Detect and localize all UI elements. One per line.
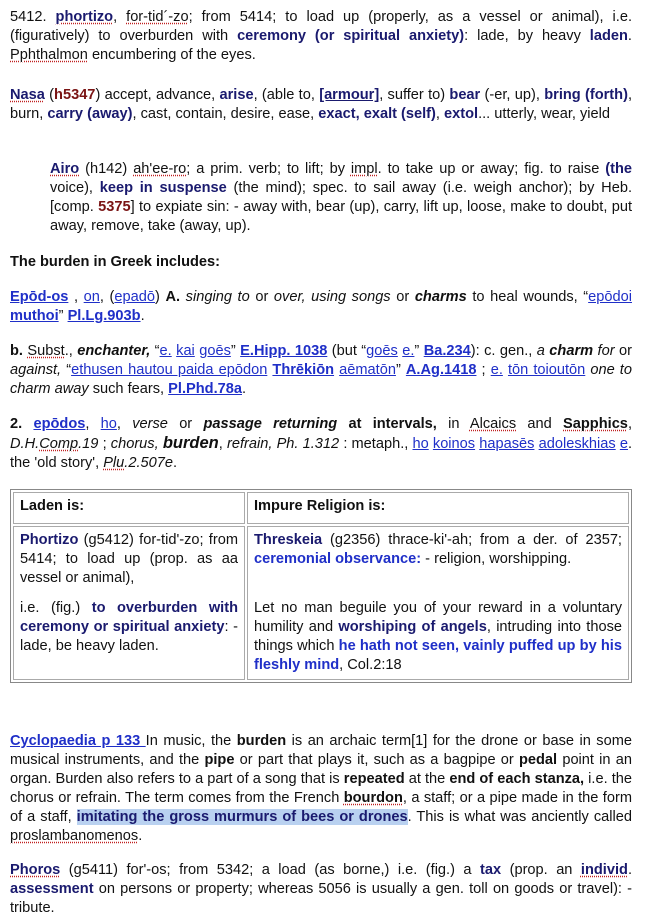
link-epodoi[interactable]: epōdoi — [588, 289, 632, 305]
comparison-table — [10, 489, 632, 683]
pronunciation: for-tid´-zo — [126, 9, 189, 25]
link-on[interactable]: on — [83, 289, 100, 305]
table-cell-laden: Phortizo (g5412) for-tid'-zo; from 5414; to load up (prop. as aa vessel or animal), i.e. (fig.) to overburden with ceremony or spiritual anxiety: - lade, be heavy laden. — [13, 526, 245, 680]
link-e[interactable]: e — [619, 436, 628, 452]
word-airo: Airo — [50, 161, 80, 177]
word-nasa: Nasa — [10, 87, 45, 103]
link-threkion[interactable]: Thrēkiōn — [272, 362, 335, 378]
strongs-number: h5347 — [54, 87, 96, 103]
armour-word: [armour] — [319, 87, 380, 103]
section-heading: The burden in Greek includes: — [10, 254, 221, 270]
link-cyclopaedia[interactable]: Cyclopaedia p 133 — [10, 733, 146, 749]
table-header-impure-religion: Impure Religion is: — [247, 492, 629, 524]
link-hapases[interactable]: hapasēs — [479, 436, 535, 452]
link-muthoi[interactable]: muthoi — [10, 308, 59, 324]
table-header-laden: Laden is: — [13, 492, 245, 524]
link-e[interactable]: e. — [159, 343, 172, 359]
link-ref-pl-phd[interactable]: Pl.Phd.78a — [168, 381, 242, 397]
link-aematon[interactable]: aēmatōn — [339, 362, 396, 378]
ceremony-phrase: ceremony (or spiritual anxiety) — [237, 28, 465, 44]
link-koinos[interactable]: koinos — [432, 436, 476, 452]
link-goes[interactable]: goēs — [199, 343, 231, 359]
link-ref-e-hipp[interactable]: E.Hipp. 1038 — [240, 343, 328, 359]
entry-nasa: Nasa (h5347) accept, advance, arise, (able to, [armour], suffer to) bear (-er, up), bring (forth), burn, carry (away), cast, contain, desire, ease, exact, exalt (self), extol... utterly, wear, yield — [10, 87, 632, 122]
link-epodos[interactable]: epōdos — [33, 416, 86, 432]
entry-airo: Airo (h142) ah'ee-ro; a prim. verb; to lift; by impl. to take up or away; fig. to raise (the voice), keep in suspense (the mind); spec. to sail away (i.e. weigh anchor); by Heb. [comp. 5375] to expiate sin: - away with, bear (up), carry, lift up, loose, make to doubt, put away, remove, take (away, up). — [50, 161, 632, 234]
link-ho[interactable]: ho — [100, 416, 117, 432]
link-ref-a-ag[interactable]: A.Ag.1418 — [405, 362, 477, 378]
word-phortizo: phortizo — [55, 9, 114, 25]
link-epodos[interactable]: Epōd-os — [10, 289, 69, 305]
strongs-number: 5375 — [98, 199, 131, 215]
link-kai[interactable]: kai — [176, 343, 195, 359]
link-adoleskhias[interactable]: adoleskhias — [538, 436, 616, 452]
entry-phoros: Phoros (g5411) for'-os; from 5342; a load (as borne,) i.e. (fig.) a tax (prop. an individ. assessment on persons or property; whereas 5056 is usually a gen. toll on goods or travel): - tribute. — [10, 862, 632, 916]
link-goes[interactable]: goēs — [366, 343, 398, 359]
entry-enchanter: b. Subst., enchanter, “e. kai goēs” E.Hipp. 1038 (but “goēs e.” Ba.234): c. gen., a charm for or against, “ethusen hautou paida epōdon Thrēkiōn aēmatōn” A.Ag.1418 ; e. tōn toioutōn one to charm away such fears, Pl.Phd.78a. — [10, 343, 632, 397]
highlighted-text: imitating the gross murmurs of bees or drones — [76, 809, 408, 825]
pphthalmon-word: Pphthalmon — [10, 47, 88, 63]
link-ref-ba[interactable]: Ba.234 — [423, 343, 471, 359]
link-e[interactable]: e. — [490, 362, 503, 378]
table-cell-impure-religion: Threskeia (g2356) thrace-ki'-ah; from a der. of 2357; ceremonial observance: - religion, worshipping. Let no man beguile you of your reward in a voluntary humility and worshiping of angels, intruding into those things which he hath not seen, vainly puffed up by his fleshly mind, Col.2:18 — [247, 526, 629, 680]
entry-cyclopaedia: Cyclopaedia p 133 In music, the burden is an archaic term[1] for the drone or base in some musical instruments, and the pipe or part that plays it, such as a bagpipe or pedal point in an organ. Burden also refers to a part of a song that is repeated at the end of each stanza, i.e. the chorus or refrain. The term comes from the French bourdon, a staff; or a pipe made in the form of a staff, imitating the gross murmurs of bees or drones. This is what was anciently called proslambanomenos. — [10, 733, 633, 844]
entry-epodos: Epōd-os , on, (epadō) A. singing to or over, using songs or charms to heal wounds, “epōdoi muthoi” Pl.Lg.903b. — [10, 289, 632, 324]
entry-phortizo: 5412. phortizo, for-tid´-zo; from 5414; to load up (properly, as a vessel or animal), i.e. (figuratively) to overburden with ceremony (or spiritual anxiety): lade, by heavy laden. Pphthalmon encumbering of the eyes. — [10, 9, 632, 63]
link-ref-pl-lg[interactable]: Pl.Lg.903b — [67, 308, 141, 324]
word-phoros: Phoros — [10, 862, 61, 878]
link-ethusen[interactable]: ethusen hautou paida epōdon — [71, 362, 268, 378]
link-ho[interactable]: ho — [412, 436, 429, 452]
link-ton-toiouton[interactable]: tōn toioutōn — [507, 362, 586, 378]
entry-epodos-2: 2. epōdos, ho, verse or passage returning at intervals, in Alcaics and Sapphics, D.H.Comp.19 ; chorus, burden, refrain, Ph. 1.312 : metaph., ho koinos hapasēs adoleskhias e. the 'old story', Plu.2.507e. — [10, 416, 633, 471]
link-epado[interactable]: epadō — [114, 289, 156, 305]
link-e[interactable]: e. — [402, 343, 415, 359]
